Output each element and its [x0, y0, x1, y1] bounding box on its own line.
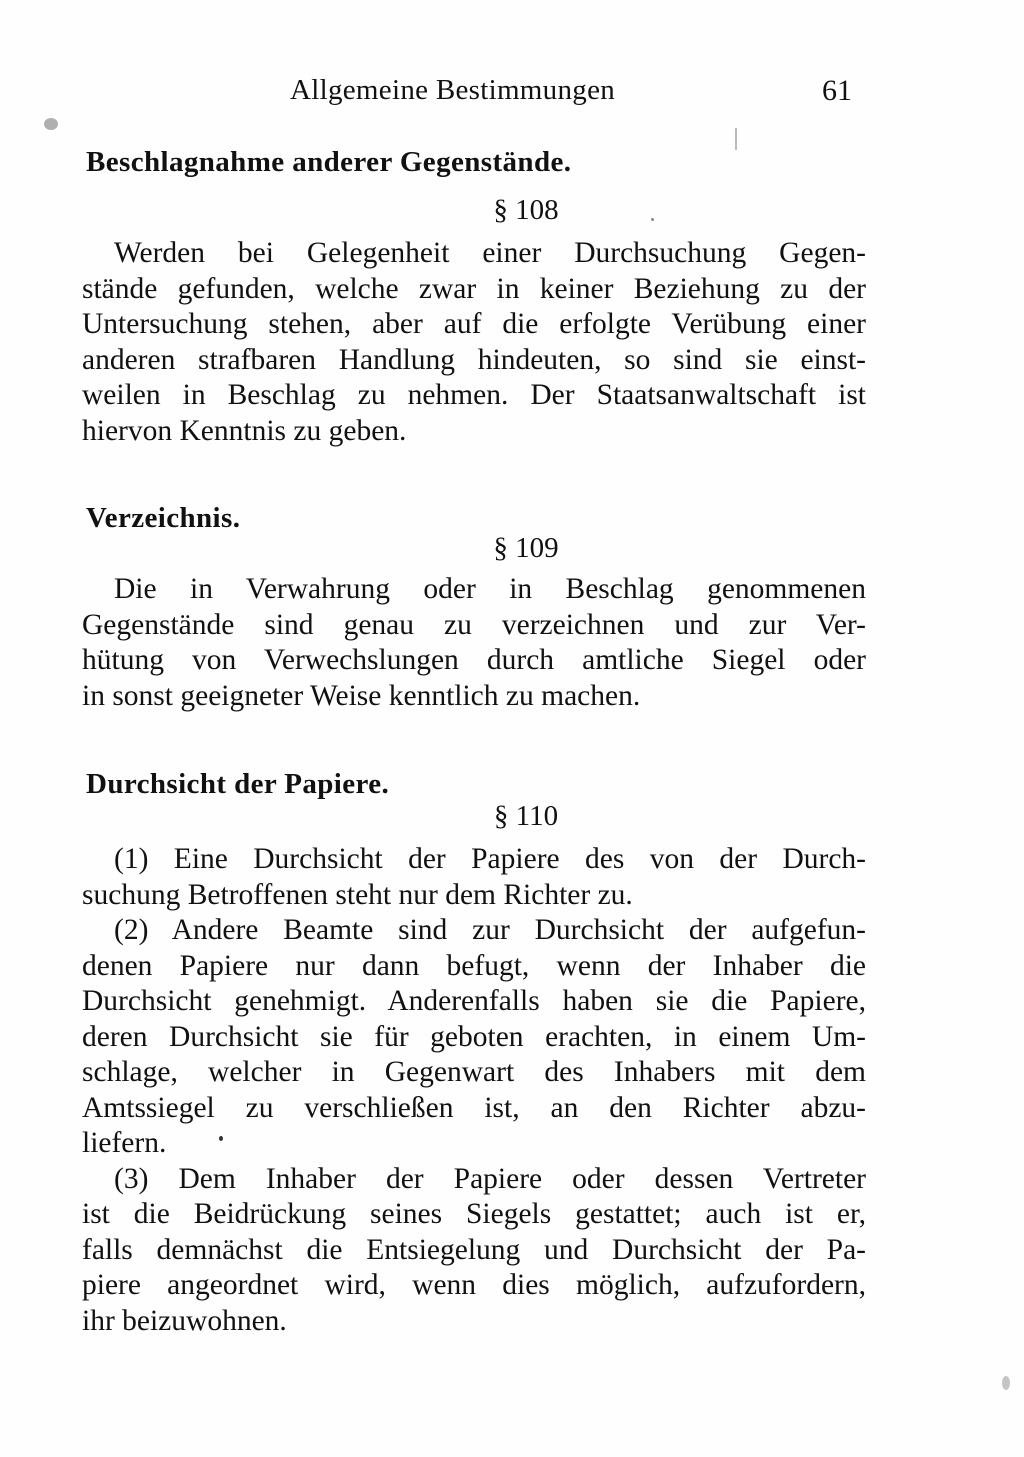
text-line: Die in Verwahrung oder in Beschlag genommenen	[114, 573, 866, 605]
text-line: Werden bei Gelegenheit einer Durchsuchung Gegen-	[114, 237, 866, 269]
text-line: (3) Dem Inhaber der Papiere oder dessen Vertreter	[114, 1162, 866, 1195]
scan-smudge	[44, 118, 58, 130]
header-title: Allgemeine Bestimmungen	[290, 74, 616, 106]
text-line: stände gefunden, welche zwar in keiner Beziehung zu der	[82, 272, 866, 305]
section-body	[82, 572, 866, 714]
scan-speck	[651, 218, 654, 221]
scan-speck	[219, 1136, 223, 1141]
text-line: ist die Beidrückung seines Siegels gestattet; auch ist er,	[82, 1198, 866, 1230]
text-line: deren Durchsicht sie für geboten erachten, in einem Um-	[82, 1020, 866, 1053]
text-line: denen Papiere nur dann befugt, wenn der Inhaber die	[82, 949, 866, 982]
section-heading: Beschlagnahme anderer Gegenstände.	[86, 146, 572, 178]
running-header	[0, 74, 1024, 114]
scan-mark	[735, 128, 737, 150]
text-line: Durchsicht genehmigt. Anderenfalls haben sie die Papiere,	[82, 985, 866, 1017]
text-line: Gegenstände sind genau zu verzeichnen und zur Ver-	[82, 608, 866, 641]
section-heading: Verzeichnis.	[86, 502, 241, 534]
text-line: ihr beizuwohnen.	[82, 1304, 287, 1337]
text-line: hiervon Kenntnis zu geben.	[82, 414, 407, 447]
text-line: liefern.	[82, 1127, 167, 1159]
section-body	[82, 842, 866, 1339]
section-body	[82, 236, 866, 449]
paragraph-number: § 110	[493, 800, 559, 832]
text-line: weilen in Beschlag zu nehmen. Der Staatsanwaltschaft ist	[82, 379, 866, 411]
text-line: anderen strafbaren Handlung hindeuten, so sind sie einst-	[82, 343, 866, 376]
text-line: (2) Andere Beamte sind zur Durchsicht der aufgefun-	[114, 914, 866, 946]
text-line: piere angeordnet wird, wenn dies möglich, aufzufordern,	[82, 1269, 866, 1301]
paragraph-number: § 109	[493, 532, 559, 564]
page-number: 61	[822, 74, 852, 107]
section-heading: Durchsicht der Papiere.	[86, 768, 390, 800]
text-line: schlage, welcher in Gegenwart des Inhabers mit dem	[82, 1056, 866, 1088]
text-line: suchung Betroffenen steht nur dem Richter zu.	[82, 878, 633, 911]
text-line: Amtssiegel zu verschließen ist, an den Richter abzu-	[82, 1091, 866, 1124]
text-line: falls demnächst die Entsiegelung und Durchsicht der Pa-	[82, 1233, 866, 1266]
scan-smudge	[1002, 1376, 1010, 1390]
text-line: hütung von Verwechslungen durch amtliche Siegel oder	[82, 644, 866, 676]
paragraph-number: § 108	[493, 194, 559, 226]
text-line: in sonst geeigneter Weise kenntlich zu machen.	[82, 679, 641, 712]
text-line: Untersuchung stehen, aber auf die erfolgte Verübung einer	[82, 308, 866, 340]
text-line: (1) Eine Durchsicht der Papiere des von der Durch-	[114, 843, 866, 875]
